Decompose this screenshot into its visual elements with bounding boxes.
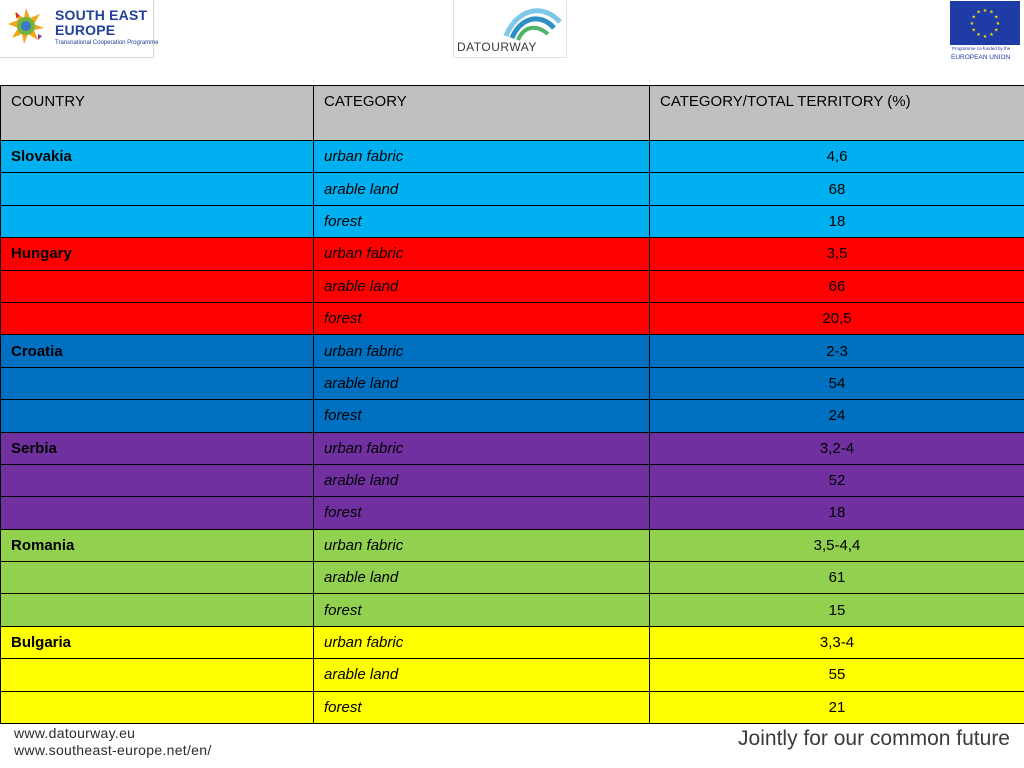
share-value-cell: 20,5 xyxy=(650,302,1024,334)
table-row xyxy=(1,562,1024,594)
category-cell: urban fabric xyxy=(314,626,650,658)
share-value-cell: 66 xyxy=(650,270,1024,302)
south-east-europe-logo xyxy=(0,0,159,58)
eu-star-icon: ★ xyxy=(994,14,999,21)
footer-slogan: Jointly for our common future xyxy=(738,727,1010,750)
eu-star-icon: ★ xyxy=(976,32,981,39)
category-cell: urban fabric xyxy=(314,529,650,561)
share-value-cell: 61 xyxy=(650,562,1024,594)
table-row xyxy=(1,432,1024,464)
eu-star-icon: ★ xyxy=(969,20,975,27)
share-value-cell: 24 xyxy=(650,400,1024,432)
table-row xyxy=(1,367,1024,399)
country-cell: Bulgaria xyxy=(1,626,314,658)
country-cell: Serbia xyxy=(1,432,314,464)
table-row xyxy=(1,529,1024,561)
share-value-cell: 2-3 xyxy=(650,335,1024,367)
country-cell xyxy=(1,594,314,626)
category-cell: arable land xyxy=(314,659,650,691)
column-header-country: COUNTRY xyxy=(1,86,314,141)
share-value-cell: 55 xyxy=(650,659,1024,691)
category-cell: arable land xyxy=(314,464,650,496)
country-cell xyxy=(1,205,314,237)
eu-star-icon: ★ xyxy=(995,20,1001,27)
table-row xyxy=(1,400,1024,432)
eu-star-icon: ★ xyxy=(989,32,994,39)
country-cell xyxy=(1,464,314,496)
share-value-cell: 21 xyxy=(650,691,1024,723)
table-row xyxy=(1,141,1024,173)
eu-star-icon: ★ xyxy=(971,27,976,34)
table-row xyxy=(1,238,1024,270)
category-cell: arable land xyxy=(314,270,650,302)
share-value-cell: 18 xyxy=(650,205,1024,237)
country-cell: Croatia xyxy=(1,335,314,367)
table-row xyxy=(1,335,1024,367)
share-value-cell: 54 xyxy=(650,367,1024,399)
country-cell xyxy=(1,691,314,723)
datourway-logo xyxy=(453,0,567,58)
share-value-cell: 18 xyxy=(650,497,1024,529)
eu-flag-icon xyxy=(950,1,1020,45)
share-value-cell: 4,6 xyxy=(650,141,1024,173)
share-value-cell: 3,5-4,4 xyxy=(650,529,1024,561)
eu-star-icon: ★ xyxy=(982,33,988,40)
country-cell: Slovakia xyxy=(1,141,314,173)
table-row xyxy=(1,659,1024,691)
country-cell: Hungary xyxy=(1,238,314,270)
category-cell: arable land xyxy=(314,173,650,205)
datourway-logo-text: DATOURWAY xyxy=(457,40,537,54)
column-header-share: CATEGORY/TOTAL TERRITORY (%) xyxy=(650,86,1024,141)
see-logo-title: SOUTH EAST EUROPE xyxy=(55,7,148,38)
see-logo-subtitle: Transnational Cooperation Programme xyxy=(55,40,159,46)
category-cell: forest xyxy=(314,594,650,626)
share-value-cell: 3,3-4 xyxy=(650,626,1024,658)
share-value-cell: 15 xyxy=(650,594,1024,626)
country-cell: Romania xyxy=(1,529,314,561)
column-header-category: CATEGORY xyxy=(314,86,650,141)
category-cell: urban fabric xyxy=(314,432,650,464)
table-row xyxy=(1,270,1024,302)
country-cell xyxy=(1,497,314,529)
table-row xyxy=(1,594,1024,626)
eu-star-icon: ★ xyxy=(982,7,988,14)
datourway-website-link[interactable]: www.datourway.eu xyxy=(14,725,136,741)
share-value-cell: 68 xyxy=(650,173,1024,205)
table-row xyxy=(1,691,1024,723)
land-use-table xyxy=(0,85,1024,724)
share-value-cell: 3,5 xyxy=(650,238,1024,270)
wave-arc-icon xyxy=(502,2,564,42)
eu-logo-name: EUROPEAN UNION xyxy=(951,54,1011,61)
category-cell: forest xyxy=(314,400,650,432)
table-row xyxy=(1,302,1024,334)
category-cell: arable land xyxy=(314,367,650,399)
category-cell: arable land xyxy=(314,562,650,594)
category-cell: urban fabric xyxy=(314,141,650,173)
table-row xyxy=(1,497,1024,529)
share-value-cell: 52 xyxy=(650,464,1024,496)
category-cell: urban fabric xyxy=(314,335,650,367)
country-cell xyxy=(1,270,314,302)
share-value-cell: 3,2-4 xyxy=(650,432,1024,464)
eu-star-icon: ★ xyxy=(971,14,976,21)
category-cell: forest xyxy=(314,205,650,237)
category-cell: urban fabric xyxy=(314,238,650,270)
table-row xyxy=(1,464,1024,496)
country-cell xyxy=(1,367,314,399)
star-logo-icon xyxy=(6,6,46,46)
table-header-row xyxy=(1,86,1024,141)
country-cell xyxy=(1,302,314,334)
category-cell: forest xyxy=(314,302,650,334)
eu-star-icon: ★ xyxy=(994,27,999,34)
table-row xyxy=(1,173,1024,205)
category-cell: forest xyxy=(314,691,650,723)
country-cell xyxy=(1,562,314,594)
eu-star-icon: ★ xyxy=(989,9,994,16)
eu-logo xyxy=(948,0,1024,66)
category-cell: forest xyxy=(314,497,650,529)
eu-logo-caption: Programme co-funded by the xyxy=(952,46,1011,51)
country-cell xyxy=(1,173,314,205)
country-cell xyxy=(1,400,314,432)
southeast-europe-website-link[interactable]: www.southeast-europe.net/en/ xyxy=(14,742,212,758)
eu-star-icon: ★ xyxy=(976,9,981,16)
table-row xyxy=(1,626,1024,658)
table-row xyxy=(1,205,1024,237)
country-cell xyxy=(1,659,314,691)
footer-links xyxy=(14,725,212,759)
